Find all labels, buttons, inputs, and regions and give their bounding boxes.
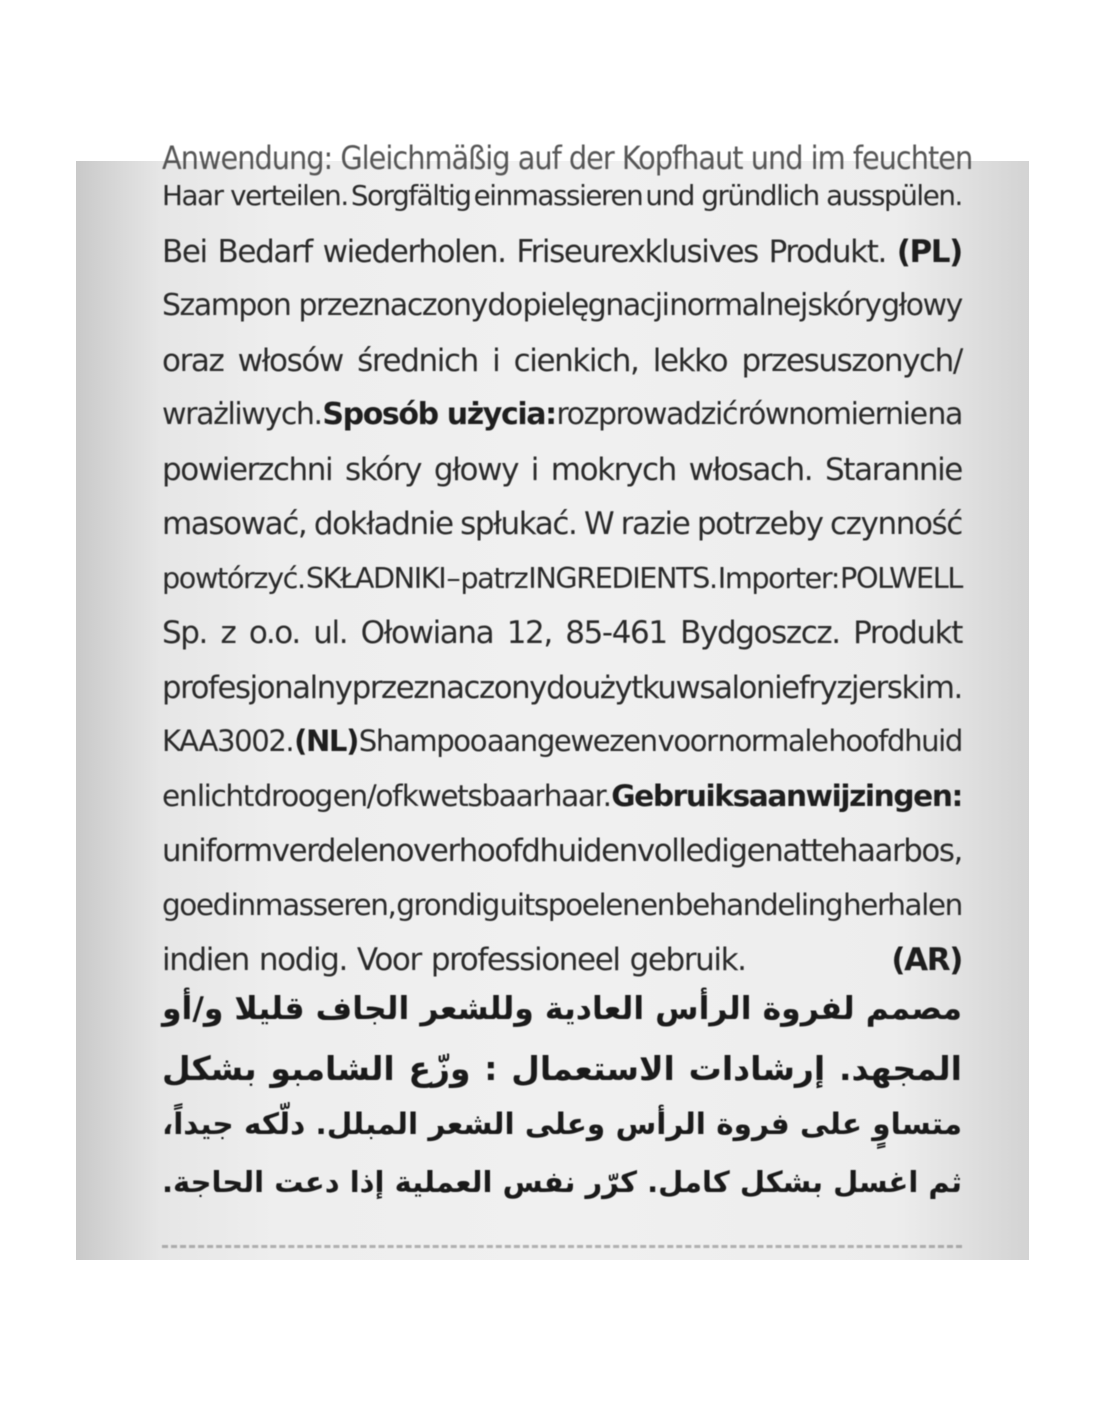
word: o.o. <box>248 615 300 651</box>
word: Gebruiksaanwijzingen: <box>611 778 962 813</box>
word: behandeling <box>674 887 843 922</box>
word: indien <box>162 942 249 978</box>
word: en <box>162 778 197 813</box>
word: 12, <box>506 615 552 651</box>
word: gebruik. <box>629 942 746 978</box>
label-text-block <box>162 139 973 1260</box>
word: głowy <box>881 288 962 323</box>
word: Importer: <box>717 560 839 595</box>
word: hoofdhuid <box>458 833 602 869</box>
text-line <box>162 942 962 998</box>
word: professioneel <box>430 942 620 978</box>
word: potrzeby <box>696 506 823 542</box>
word: spłukać. <box>460 506 577 542</box>
word: uniform <box>162 833 272 869</box>
word: POLWELL <box>840 560 962 595</box>
word: Sposób użycia: <box>322 397 556 432</box>
word: w <box>675 669 700 706</box>
word: grondig <box>396 887 499 922</box>
word: salonie <box>699 669 799 706</box>
word: aangewezen <box>486 724 657 758</box>
word: KAA3002. <box>162 724 294 758</box>
word: równomiernie <box>737 397 927 432</box>
word: kwetsbaar <box>401 778 544 813</box>
word: uitspoelen <box>499 887 640 922</box>
text-line <box>162 670 962 726</box>
text-line <box>162 888 962 944</box>
word: (NL) <box>294 724 358 758</box>
word: Produkt <box>853 615 962 651</box>
word: en <box>640 887 675 922</box>
word: inmasseren, <box>230 887 396 922</box>
word: Sp. <box>162 615 208 651</box>
word: haar. <box>543 778 611 813</box>
word: użytku <box>581 669 676 706</box>
arabic-line: متساوٍ على فروة الرأس وعلى الشعر المبلل. دلّكه جيداً، <box>162 1107 962 1141</box>
word: przeznaczony <box>351 669 546 706</box>
cut-off-bottom-line <box>162 1245 962 1268</box>
word: skóry <box>345 451 422 488</box>
word: Bedarf <box>217 233 312 270</box>
text-line <box>162 615 962 671</box>
word: pielęgnacji <box>522 288 669 323</box>
word: dokładnie <box>313 506 453 542</box>
word: haarbos, <box>838 833 962 869</box>
word: SKŁADNIKI <box>305 560 446 595</box>
text-line <box>162 833 962 889</box>
word: przesuszonych/ <box>741 342 962 379</box>
word: Voor <box>356 942 421 978</box>
word: średnich <box>357 342 478 379</box>
text-line <box>162 397 962 453</box>
word: (AR) <box>891 942 962 978</box>
word: goed <box>162 887 230 922</box>
word: patrz <box>460 560 528 595</box>
word: rozprowadzić <box>556 397 738 432</box>
word: Bydgoszcz. <box>680 615 840 651</box>
word: Sorgfältig <box>350 179 471 212</box>
word: włosach. <box>688 451 813 488</box>
word: głowy <box>433 451 519 488</box>
text-line <box>162 288 962 344</box>
word: INGREDIENTS. <box>528 560 717 595</box>
word: en <box>601 833 637 869</box>
text-line <box>162 452 962 508</box>
word: verdelen <box>271 833 396 869</box>
word: do <box>546 669 582 706</box>
word: 85-461 <box>565 615 667 651</box>
word: over <box>395 833 459 869</box>
word: droog <box>253 778 332 813</box>
word: Ołowiana <box>360 615 494 651</box>
word: skóry <box>807 288 881 323</box>
word: na <box>927 397 962 432</box>
word: i <box>492 342 500 379</box>
word: profesjonalny <box>162 669 352 706</box>
text-line <box>162 343 962 399</box>
arabic-line: مصمم لفروة الرأس العادية وللشعر الجاف قليلا و/أو <box>162 991 962 1027</box>
word: en/of <box>332 778 402 813</box>
arabic-line: ثم اغسل بشكل كامل. كرّر نفس العملية إذا دعت الحاجة. <box>162 1165 962 1199</box>
text-line <box>162 234 962 290</box>
word: cienkich, <box>513 342 639 379</box>
word: razie <box>620 506 690 542</box>
cut-off-top-line: Anwendung: Gleichmäßig auf der Kopfhaut und im feuchten <box>162 139 973 177</box>
word: voor <box>657 724 717 758</box>
word: z <box>220 615 236 651</box>
word: Szampon przeznaczony <box>162 288 487 323</box>
word: volledige <box>636 833 765 869</box>
word: masować, <box>162 506 307 542</box>
text-line <box>162 179 962 235</box>
word: czynność <box>830 506 962 542</box>
word: licht <box>196 778 253 813</box>
word: i <box>530 451 538 488</box>
word: oraz <box>162 342 224 379</box>
word: Shampoo <box>358 724 487 758</box>
word: do <box>487 288 522 323</box>
word: Friseurexklusives <box>516 233 758 270</box>
arabic-line: المجهد. إرشادات الاستعمال : وزّع الشامبو بشكل <box>162 1049 962 1088</box>
word: ul. <box>313 615 348 651</box>
word: normale <box>717 724 828 758</box>
word: fryzjerskim. <box>798 669 962 706</box>
text-line <box>162 506 962 562</box>
product-label-photo <box>76 139 1029 1260</box>
word: – <box>446 560 460 595</box>
word: natte <box>764 833 839 869</box>
word: wrażliwych. <box>162 397 322 432</box>
word: (PL) <box>896 233 962 270</box>
word: lekko <box>652 342 728 379</box>
word: hoofdhuid <box>828 724 962 758</box>
word: Haar verteilen. <box>162 179 348 212</box>
word: Produkt. <box>768 233 886 270</box>
word: nodig. <box>258 942 347 978</box>
word: włosów <box>237 342 343 379</box>
word: powierzchni <box>162 451 333 488</box>
word: normalnej <box>669 288 807 323</box>
word: Bei <box>162 233 207 270</box>
word: wiederholen. <box>322 233 506 270</box>
word: Starannie <box>825 451 962 488</box>
text-line <box>162 561 962 617</box>
word: powtórzyć. <box>162 560 305 595</box>
text-line <box>162 724 962 780</box>
word: und gründlich ausspülen. <box>645 179 962 212</box>
text-line <box>162 779 962 835</box>
word: einmassieren <box>473 179 643 212</box>
word: mokrych <box>550 451 676 488</box>
word: herhalen <box>843 887 962 922</box>
word: W <box>583 506 614 542</box>
